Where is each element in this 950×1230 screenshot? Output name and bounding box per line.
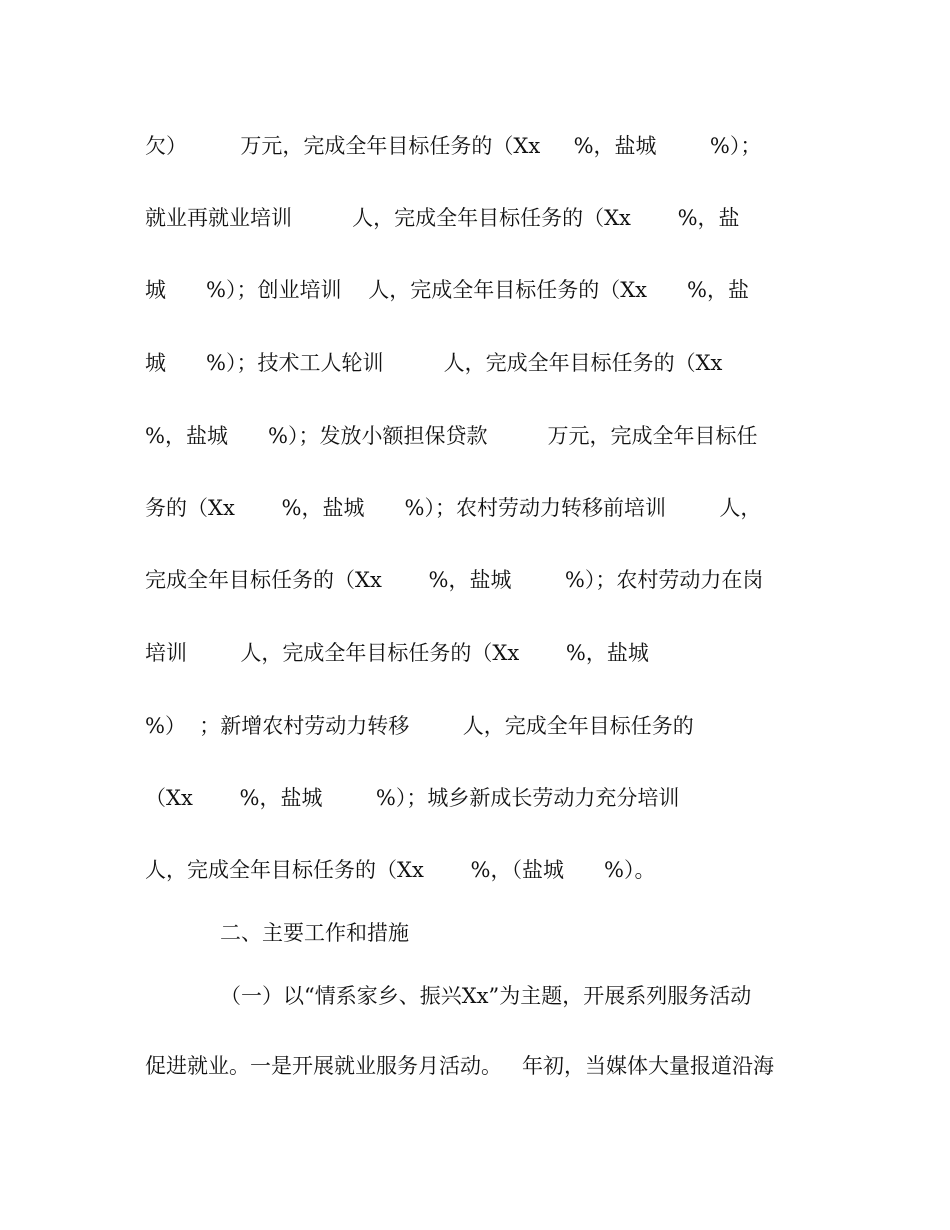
body-text-line: %，盐城 %）；发放小额担保贷款 万元，完成全年目标任 [145, 424, 758, 448]
body-text-line: 欠） 万元，完成全年目标任务的（Xx %，盐城 %）； [145, 134, 762, 158]
body-text-line: %） ；新增农村劳动力转移 人，完成全年目标任务的 [145, 714, 694, 738]
body-text-line: 完成全年目标任务的（Xx %，盐城 %）；农村劳动力在岗 [145, 568, 764, 592]
body-text-line: 务的（Xx %，盐城 %）；农村劳动力转移前培训 人， [145, 496, 762, 520]
section-heading: 二、主要工作和措施 [220, 921, 409, 945]
body-text-line: 城 %）；创业培训 人，完成全年目标任务的（Xx %，盐 [145, 278, 750, 302]
paragraph-line: （一）以“情系家乡、振兴Xx”为主题，开展系列服务活动 [220, 984, 752, 1008]
body-text-line: 培训 人，完成全年目标任务的（Xx %，盐城 [145, 641, 649, 665]
paragraph-line: 促进就业。一是开展就业服务月活动。 年初，当媒体大量报道沿海 [145, 1054, 775, 1078]
body-text-line: 人，完成全年目标任务的（Xx %，（盐城 %）。 [145, 858, 656, 882]
body-text-line: （Xx %，盐城 %）；城乡新成长劳动力充分培训 [145, 786, 680, 810]
body-text-line: 就业再就业培训 人，完成全年目标任务的（Xx %，盐 [145, 206, 740, 230]
body-text-line: 城 %）；技术工人轮训 人，完成全年目标任务的（Xx [145, 351, 723, 375]
